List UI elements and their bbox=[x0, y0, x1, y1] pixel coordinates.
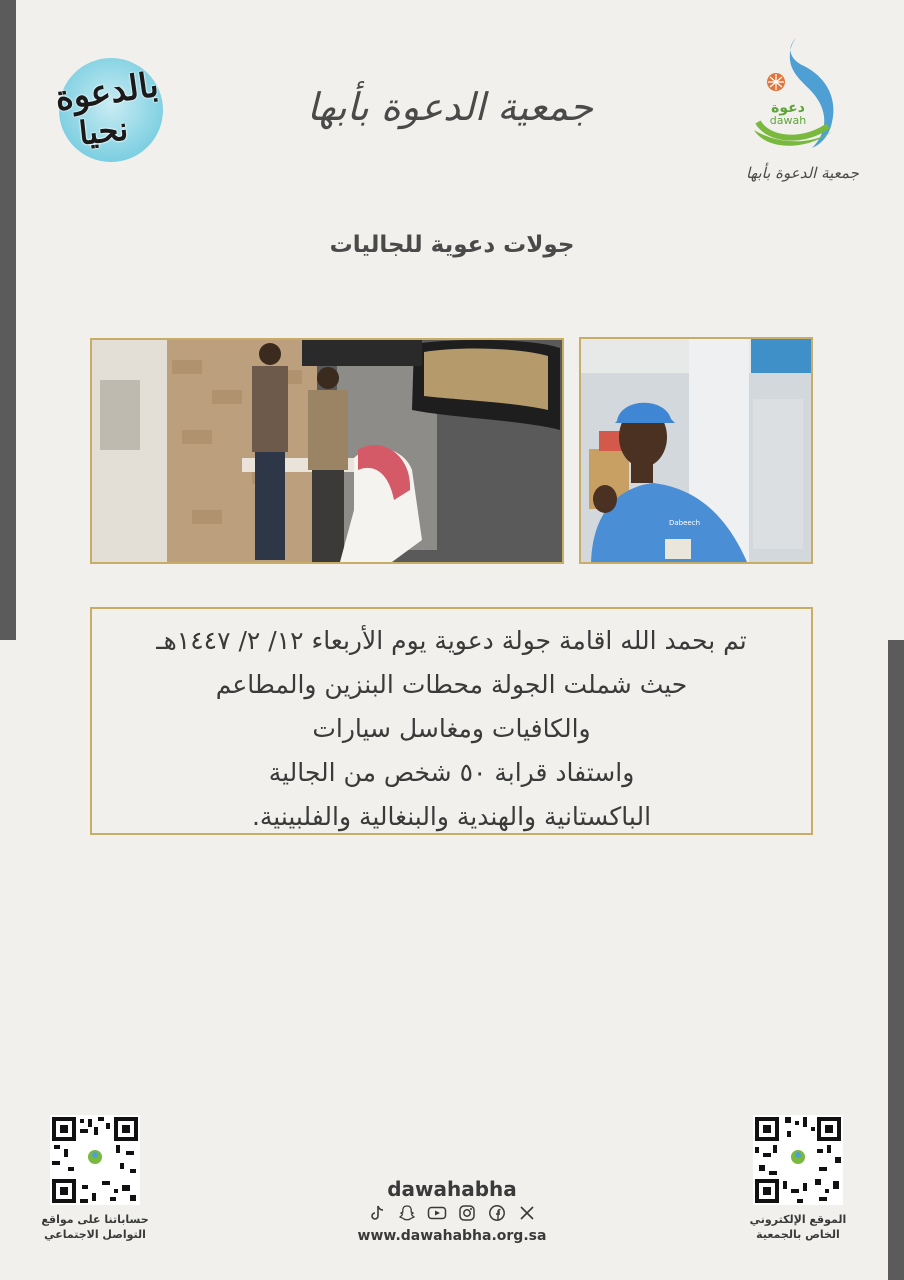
photo-worker-scene-icon bbox=[581, 339, 811, 562]
announcement-line: والكافيات ومغاسل سيارات bbox=[312, 714, 591, 743]
announcement-text-box bbox=[90, 607, 813, 835]
slogan-badge bbox=[52, 58, 173, 166]
website-qr-code[interactable] bbox=[753, 1115, 843, 1205]
qr-code-icon bbox=[50, 1115, 140, 1205]
logo-caption: جمعية الدعوة بأبها bbox=[746, 164, 859, 182]
association-title: جمعية الدعوة بأبها bbox=[307, 85, 593, 129]
instagram-icon[interactable] bbox=[457, 1203, 477, 1223]
website-caption-line2: الخاص بالجمعية bbox=[756, 1228, 840, 1241]
x-icon[interactable] bbox=[517, 1203, 537, 1223]
facebook-icon[interactable] bbox=[487, 1203, 507, 1223]
snapchat-icon[interactable] bbox=[397, 1203, 417, 1223]
social-qr-caption bbox=[30, 1212, 160, 1242]
right-accent-bar bbox=[888, 640, 904, 1280]
announcement-line: حيث شملت الجولة محطات البنزين والمطاعم bbox=[215, 670, 688, 699]
logo-mark-icon bbox=[746, 34, 854, 164]
logo-arabic-text: دعوة bbox=[771, 100, 805, 116]
qr-code-icon bbox=[753, 1115, 843, 1205]
website-url[interactable]: www.dawahabha.org.sa bbox=[357, 1228, 547, 1244]
announcement-line: تم بحمد الله اقامة جولة دعوية يوم الأربعاء ١٢/ ٢/ ١٤٤٧هـ bbox=[156, 626, 747, 655]
website-qr-caption bbox=[733, 1212, 863, 1242]
logo-english-text: dawah bbox=[769, 114, 807, 127]
badge-line2: نحيا bbox=[77, 109, 130, 153]
announcement-line: الباكستانية والهندية والبنغالية والفلبينية. bbox=[251, 802, 652, 831]
social-icons-row bbox=[352, 1203, 552, 1227]
social-caption-line2: التواصل الاجتماعي bbox=[44, 1228, 146, 1241]
photo-gas-station-worker bbox=[579, 337, 813, 564]
social-handle: dawahabha bbox=[387, 1177, 517, 1201]
website-caption-line1: الموقع الإلكتروني bbox=[749, 1213, 847, 1226]
social-qr-code[interactable] bbox=[50, 1115, 140, 1205]
photo-shop-visit bbox=[90, 338, 564, 564]
left-accent-bar bbox=[0, 0, 16, 640]
badge-line1: بالدعوة bbox=[52, 64, 161, 120]
social-caption-line1: حساباتنا على مواقع bbox=[41, 1213, 149, 1226]
photo-shop-scene-icon bbox=[92, 340, 562, 562]
announcement-line: واستفاد قرابة ٥٠ شخص من الجالية bbox=[268, 758, 635, 787]
section-heading: جولات دعوية للجاليات bbox=[329, 232, 575, 258]
tiktok-icon[interactable] bbox=[367, 1203, 387, 1223]
association-logo bbox=[746, 34, 859, 194]
youtube-icon[interactable] bbox=[427, 1203, 447, 1223]
jacket-text: Dabeech bbox=[669, 519, 701, 527]
